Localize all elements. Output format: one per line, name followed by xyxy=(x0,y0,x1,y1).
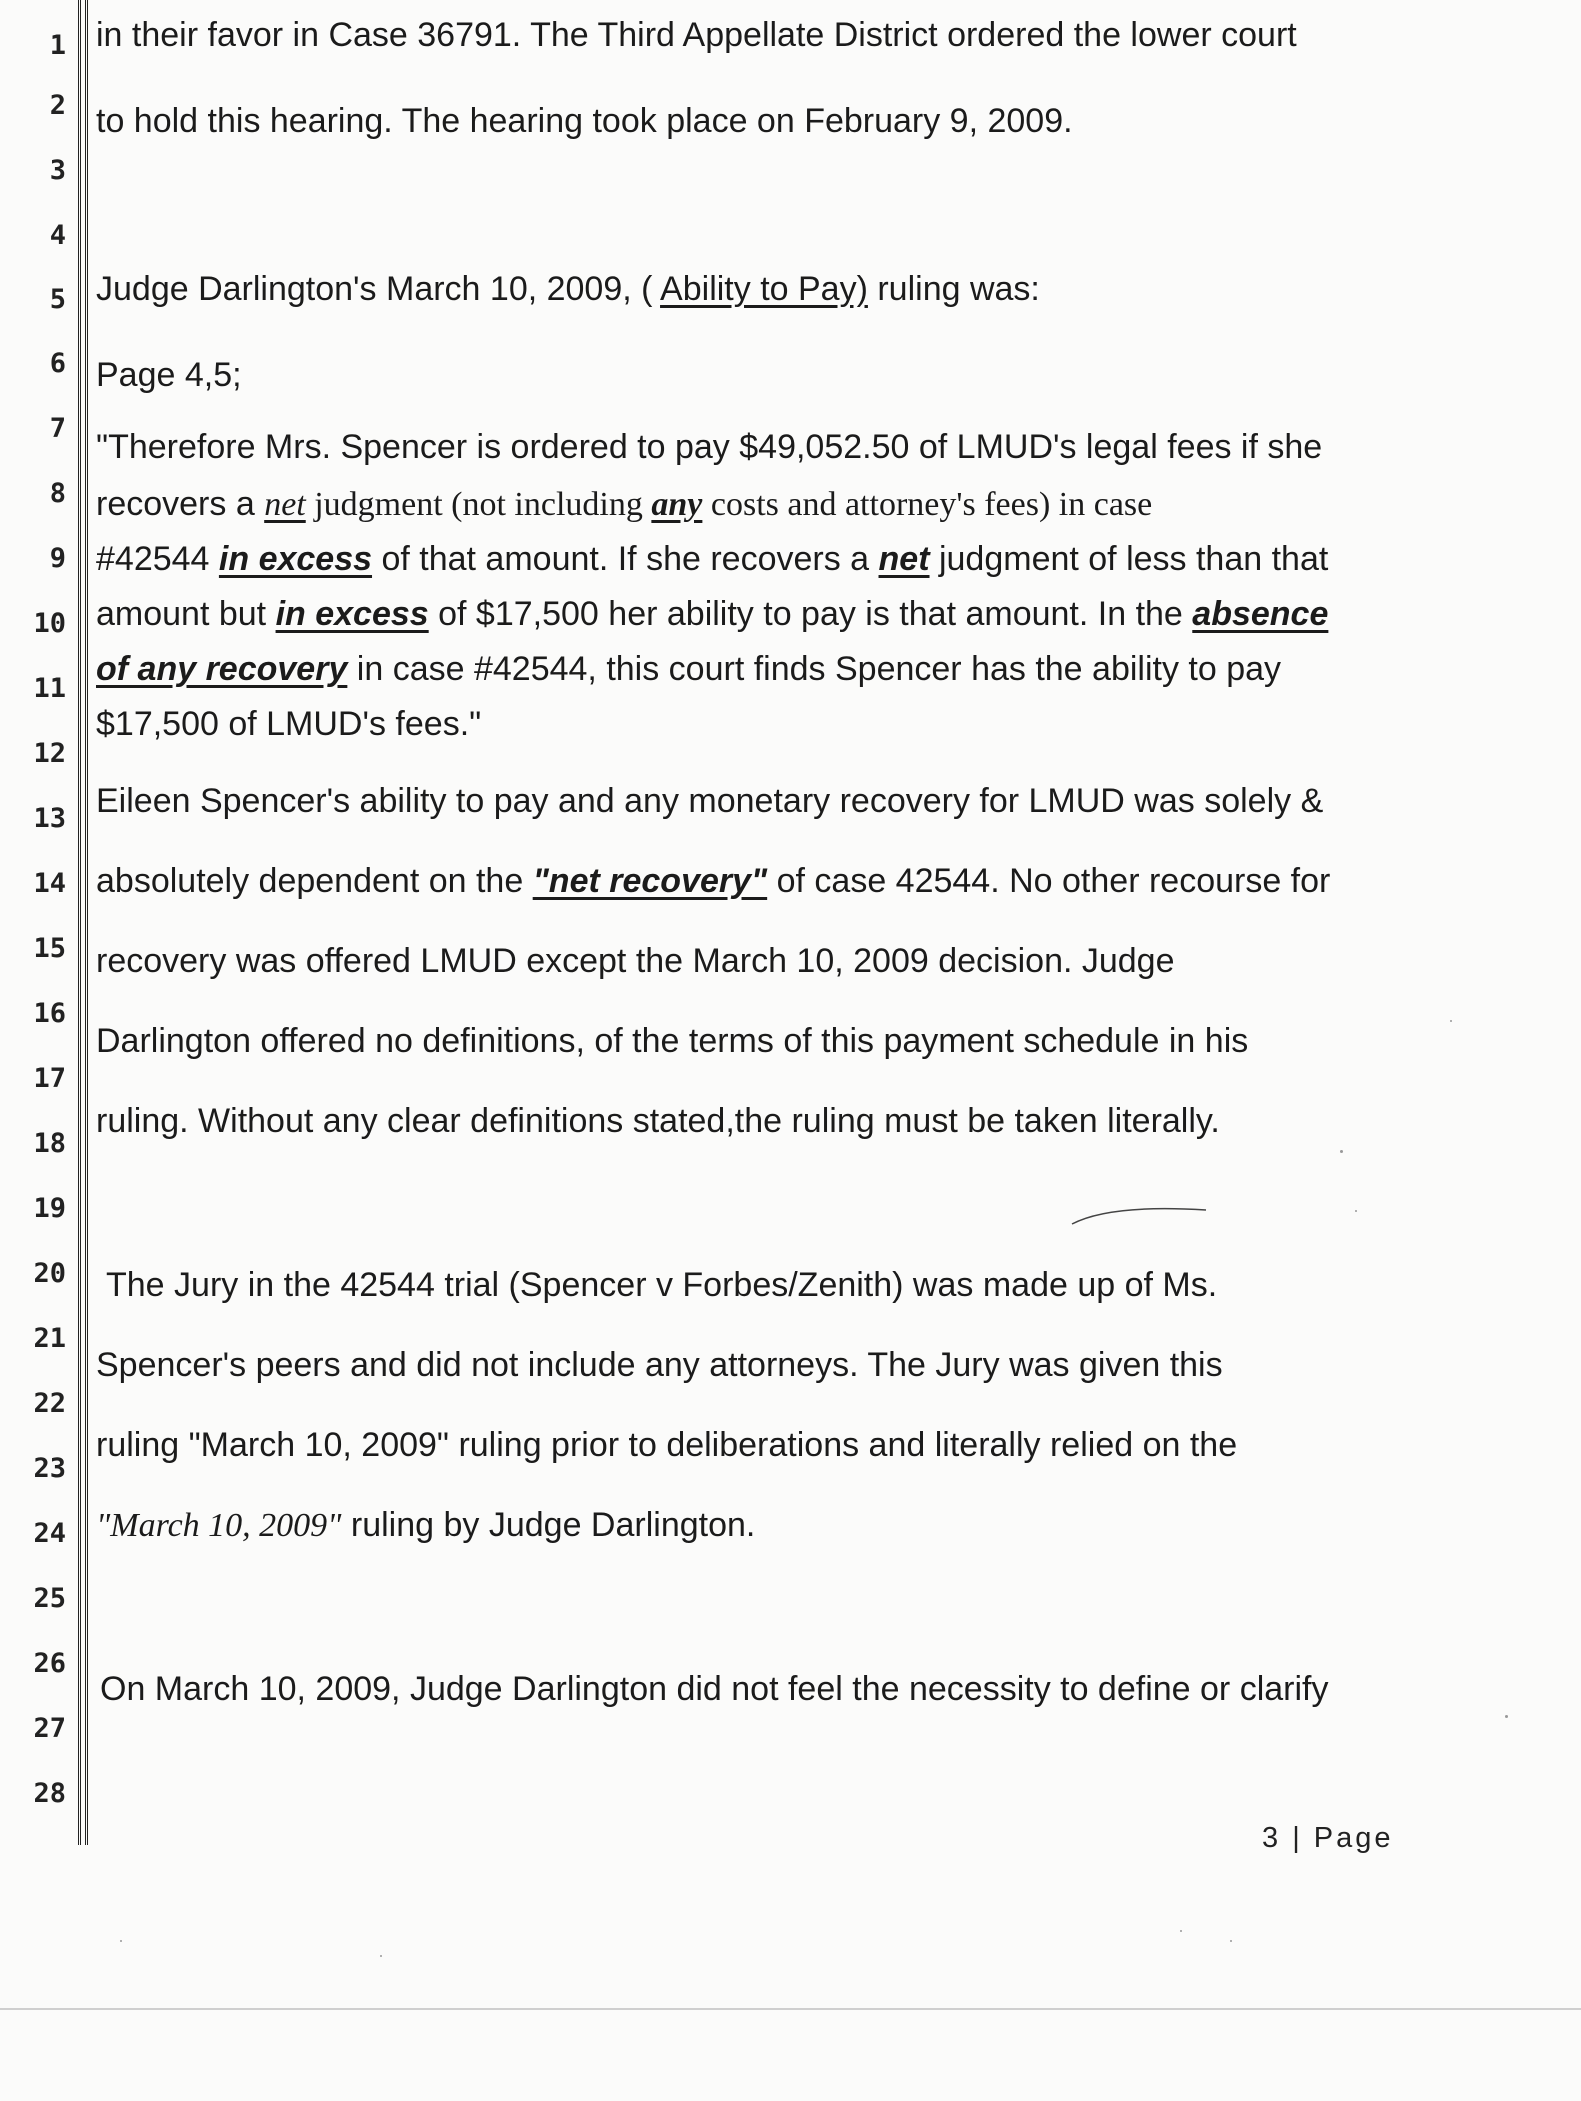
line-number: 14 xyxy=(33,868,66,899)
underlined-phrase-ability-to-pay: Ability to Pay) xyxy=(660,270,868,308)
line-number: 27 xyxy=(33,1713,66,1744)
text-line-13: Eileen Spencer's ability to pay and any monetary recovery for LMUD was solely & xyxy=(96,782,1324,820)
emphasis-net: net xyxy=(878,540,930,578)
line-number: 16 xyxy=(33,998,66,1029)
text-run: judgment of less than that xyxy=(929,540,1329,578)
line-number: 5 xyxy=(49,284,66,315)
text-line-8 xyxy=(96,487,1152,522)
text-line-15: recovery was offered LMUD except the March 10, 2009 decision. Judge xyxy=(96,942,1175,980)
line-number: 15 xyxy=(33,933,66,964)
emphasis-of-any-recovery: of any recovery xyxy=(96,650,348,688)
text-run: in case #42544, this court finds Spencer has the ability to pay xyxy=(347,650,1282,688)
text-run: of case 42544. No other recourse for xyxy=(767,862,1331,900)
line-number: 25 xyxy=(33,1583,66,1614)
scan-bottom-edge xyxy=(0,2008,1581,2010)
line-number: 9 xyxy=(49,543,66,574)
text-run: of that amount. If she recovers a xyxy=(372,540,879,578)
pen-stroke-mark xyxy=(1070,1200,1210,1230)
scan-speck xyxy=(120,1940,122,1942)
line-number: 8 xyxy=(49,478,66,509)
line-number: 17 xyxy=(33,1063,66,1094)
text-run: of $17,500 her ability to pay is that amount. In the xyxy=(428,595,1193,633)
scan-speck xyxy=(1230,1940,1232,1942)
text-run: Judge Darlington's March 10, 2009, ( xyxy=(96,270,661,308)
line-number: 6 xyxy=(49,348,66,379)
emphasis-any: any xyxy=(651,486,703,523)
scan-speck xyxy=(1505,1715,1508,1718)
text-line-21: Spencer's peers and did not include any attorneys. The Jury was given this xyxy=(96,1346,1223,1384)
text-line-11 xyxy=(96,652,1281,686)
text-line-2: to hold this hearing. The hearing took place on February 9, 2009. xyxy=(96,102,1073,140)
scan-speck xyxy=(1355,1210,1357,1212)
line-number: 18 xyxy=(33,1128,66,1159)
line-number: 23 xyxy=(33,1453,66,1484)
line-number: 21 xyxy=(33,1323,66,1354)
text-line-26: On March 10, 2009, Judge Darlington did not feel the necessity to define or clarify xyxy=(100,1670,1329,1708)
left-margin-rule xyxy=(78,0,88,1845)
text-run: #42544 xyxy=(96,540,219,578)
line-number: 24 xyxy=(33,1518,66,1549)
page-word: Page xyxy=(1313,1822,1394,1854)
line-number: 2 xyxy=(49,90,66,121)
line-number: 20 xyxy=(33,1258,66,1289)
line-number: 19 xyxy=(33,1193,66,1224)
scan-speck xyxy=(1340,1150,1343,1153)
page-number: 3 xyxy=(1262,1822,1282,1854)
text-line-24 xyxy=(96,1508,755,1543)
text-line-9 xyxy=(96,542,1328,576)
text-run: recovers a xyxy=(96,485,265,523)
footer-separator: | xyxy=(1281,1822,1314,1854)
line-number: 10 xyxy=(33,608,66,639)
line-number: 11 xyxy=(33,673,66,704)
emphasis-in-excess: in excess xyxy=(218,540,373,578)
text-line-5 xyxy=(96,272,1040,306)
line-number: 4 xyxy=(49,220,66,251)
text-line-20: The Jury in the 42544 trial (Spencer v Forbes/Zenith) was made up of Ms. xyxy=(106,1266,1218,1304)
text-run: amount but xyxy=(96,595,276,633)
line-number: 13 xyxy=(33,803,66,834)
line-number: 12 xyxy=(33,738,66,769)
text-line-6: Page 4,5; xyxy=(96,356,242,394)
page-footer xyxy=(1262,1822,1394,1855)
text-run: ruling by Judge Darlington. xyxy=(341,1506,756,1544)
italic-date-reference: "March 10, 2009" xyxy=(96,1507,342,1544)
text-run: ruling was: xyxy=(867,270,1040,308)
text-run: absolutely dependent on the xyxy=(96,862,533,900)
text-line-16: Darlington offered no definitions, of the terms of this payment schedule in his xyxy=(96,1022,1249,1060)
text-line-10 xyxy=(96,597,1328,631)
text-run: judgment (not including xyxy=(305,486,652,523)
emphasis-net: net xyxy=(264,486,306,523)
line-number: 3 xyxy=(49,155,66,186)
scan-speck xyxy=(380,1955,382,1957)
scan-speck xyxy=(1450,1020,1452,1022)
line-number: 22 xyxy=(33,1388,66,1419)
line-number: 1 xyxy=(49,30,66,61)
text-run: costs and attorney's fees) in case xyxy=(702,486,1153,523)
scan-speck xyxy=(1180,1930,1182,1932)
text-line-14 xyxy=(96,864,1330,898)
line-number: 7 xyxy=(49,413,66,444)
text-line-7: "Therefore Mrs. Spencer is ordered to pay $49,052.50 of LMUD's legal fees if she xyxy=(96,428,1323,466)
emphasis-net-recovery: "net recovery" xyxy=(532,862,768,900)
emphasis-in-excess: in excess xyxy=(275,595,429,633)
text-line-17: ruling. Without any clear definitions stated,the ruling must be taken literally. xyxy=(96,1102,1220,1140)
emphasis-absence: absence xyxy=(1192,595,1329,633)
text-line-1: in their favor in Case 36791. The Third Appellate District ordered the lower court xyxy=(96,16,1297,54)
text-line-12: $17,500 of LMUD's fees." xyxy=(96,705,482,743)
line-number: 28 xyxy=(33,1778,66,1809)
line-number: 26 xyxy=(33,1648,66,1679)
text-line-22: ruling "March 10, 2009" ruling prior to deliberations and literally relied on the xyxy=(96,1426,1238,1464)
